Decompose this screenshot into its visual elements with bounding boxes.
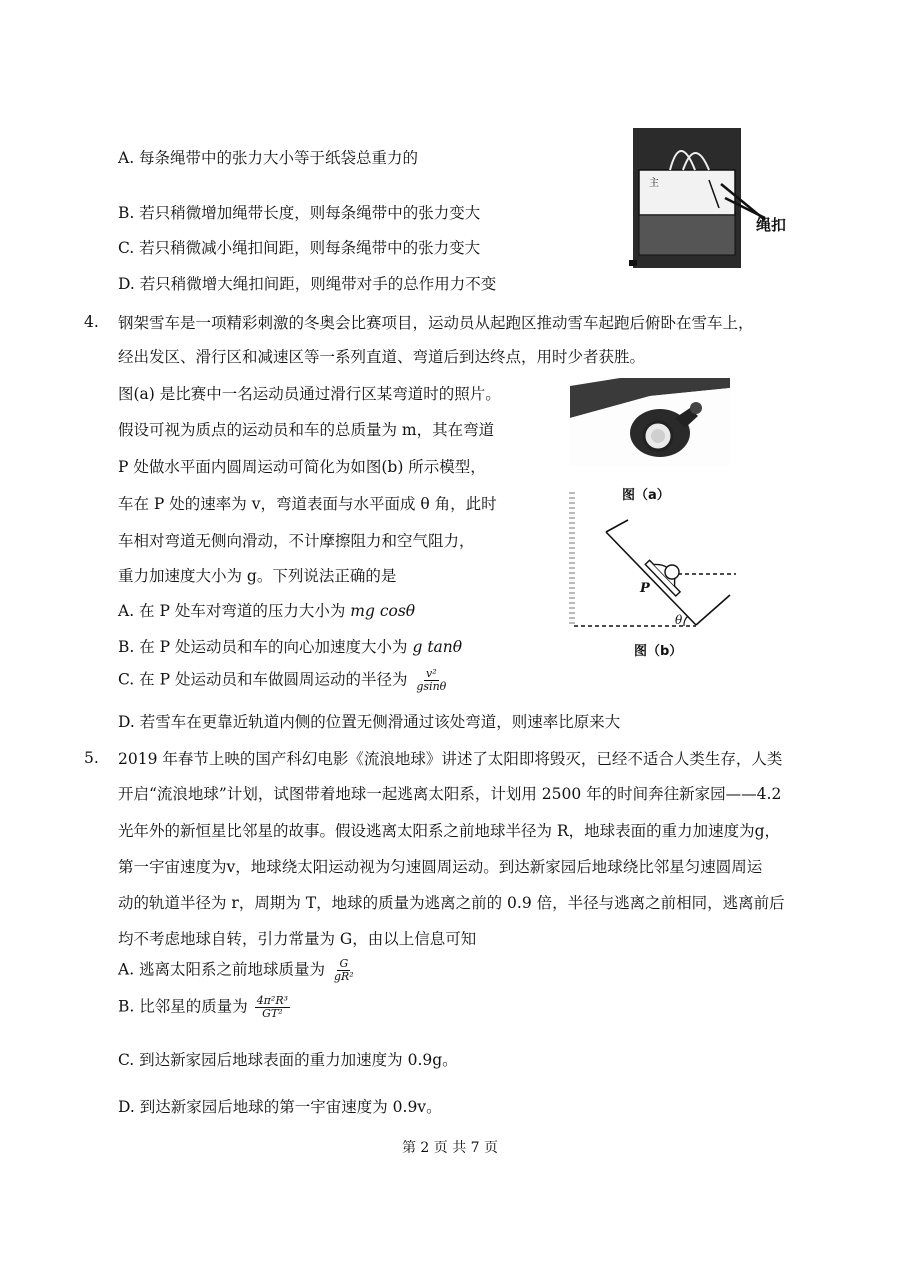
- fig-label-shengkou: 绳扣: [756, 216, 787, 234]
- q5-option-b-numerator: 4π²R³: [256, 994, 289, 1007]
- paper-bag-figure: [625, 120, 825, 270]
- q4-option-c-numerator: v²: [426, 667, 437, 680]
- svg-text:主: 主: [649, 178, 659, 189]
- q4-option-a-math: mg cosθ: [350, 602, 416, 620]
- q4-option-b-text: B. 在 P 处运动员和车的向心加速度大小为: [118, 638, 413, 656]
- q5-line-2: 开启“流浪地球”计划，试图带着地球一起逃离太阳系，计划用 2500 年的时间奔往新家园——4.2: [118, 785, 782, 803]
- q3-option-c: C. 若只稍微减小绳扣间距，则每条绳带中的张力变大: [118, 239, 481, 257]
- q5-option-a-numerator: G: [339, 957, 349, 970]
- q5-option-d: D. 到达新家园后地球的第一宇宙速度为 0.9v。: [118, 1098, 442, 1116]
- q5-option-a-text: A. 逃离太阳系之前地球质量为: [118, 960, 330, 979]
- q4-option-a: [118, 601, 415, 621]
- q4-option-c-fraction: [414, 668, 448, 693]
- q4-option-a-text: A. 在 P 处车对弯道的压力大小为: [118, 602, 351, 620]
- q5-option-b-fraction: [255, 995, 290, 1020]
- q5-option-a-fraction: [332, 958, 356, 983]
- q5-line-1: 2019 年春节上映的国产科幻电影《流浪地球》讲述了太阳即将毁灭，已经不适合人类生存，人类: [118, 750, 783, 768]
- q4-number: 4.: [84, 313, 99, 331]
- figure-b-caption: 图（b）: [634, 644, 683, 659]
- figure-b-label-theta: θ: [675, 613, 683, 627]
- q4-option-c: [118, 668, 448, 693]
- q3-option-a: A. 每条绳带中的张力大小等于纸袋总重力的: [118, 149, 419, 167]
- q5-option-a-denominator: gR²: [333, 970, 354, 983]
- q4-line-3: 图(a) 是比赛中一名运动员通过滑行区某弯道时的照片。: [118, 385, 501, 403]
- q4-line-4: 假设可视为质点的运动员和车的总质量为 m，其在弯道: [118, 421, 495, 439]
- q5-option-c: C. 到达新家园后地球表面的重力加速度为 0.9g。: [118, 1051, 458, 1069]
- q4-option-b: [118, 637, 462, 657]
- q5-line-6: 均不考虑地球自转，引力常量为 G，由以上信息可知: [118, 930, 477, 948]
- q5-line-4: 第一宇宙速度为v，地球绕太阳运动视为匀速圆周运动。到达新家园后地球绕比邻星匀速圆周运: [118, 858, 763, 876]
- q4-option-c-text: C. 在 P 处运动员和车做圆周运动的半径为: [118, 670, 413, 689]
- q4-line-5: P 处做水平面内圆周运动可简化为如图(b) 所示模型，: [118, 458, 486, 476]
- q5-number: 5.: [84, 749, 99, 767]
- q5-line-3: 光年外的新恒星比邻星的故事。假设逃离太阳系之前地球半径为 R，地球表面的重力加速度为g，: [118, 822, 781, 840]
- q4-line-2: 经出发区、滑行区和减速区等一系列直道、弯道后到达终点，用时少者获胜。: [118, 348, 646, 366]
- figure-b-label-p: P: [640, 581, 650, 596]
- q5-option-b-text: B. 比邻星的质量为: [118, 997, 253, 1016]
- q4-line-8: 重力加速度大小为 g。下列说法正确的是: [118, 567, 397, 585]
- q5-option-a: [118, 958, 356, 983]
- figure-a-photo: [570, 378, 730, 466]
- figure-b-diagram: [568, 490, 738, 630]
- q5-option-b: [118, 995, 290, 1020]
- figure-a-caption: 图（a）: [622, 488, 670, 503]
- q4-option-d: D. 若雪车在更靠近轨道内侧的位置无侧滑通过该处弯道，则速率比原来大: [118, 713, 621, 731]
- q4-line-7: 车相对弯道无侧向滑动，不计摩擦阻力和空气阻力，: [118, 532, 475, 550]
- page-footer: 第 2 页 共 7 页: [401, 1140, 499, 1156]
- q5-line-5: 动的轨道半径为 r，周期为 T，地球的质量为逃离之前的 0.9 倍，半径与逃离之前相同，逃离前后: [118, 894, 785, 912]
- q4-line-6: 车在 P 处的速率为 v，弯道表面与水平面成 θ 角，此时: [118, 495, 497, 513]
- q5-option-b-denominator: GT²: [262, 1007, 283, 1020]
- q4-line-1: 钢架雪车是一项精彩刺激的冬奥会比赛项目，运动员从起跑区推动雪车起跑后俯卧在雪车上，: [118, 314, 754, 332]
- q4-option-c-denominator: gsinθ: [416, 680, 447, 693]
- q3-option-d: D. 若只稍微增大绳扣间距，则绳带对手的总作用力不变: [118, 275, 497, 293]
- q3-option-b: B. 若只稍微增加绳带长度，则每条绳带中的张力变大: [118, 204, 481, 222]
- q4-option-b-math: g tanθ: [412, 638, 463, 656]
